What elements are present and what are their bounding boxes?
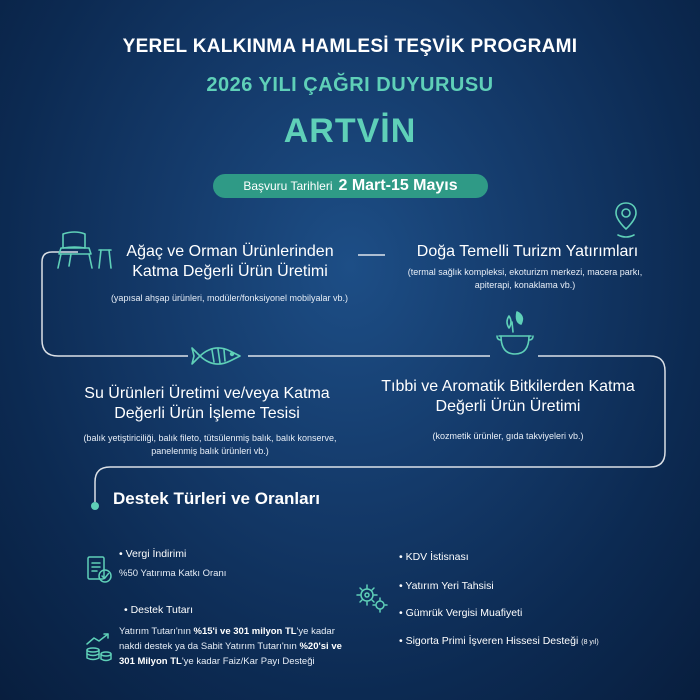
sector-tourism-description: (termal sağlık kompleksi, ekoturizm merkezi, macera parkı, apiterapi, konaklama vb.) xyxy=(407,267,643,290)
grant-desc-highlight-1: %15'i ve 301 milyon TL xyxy=(193,626,297,637)
herbal-pot-icon xyxy=(495,310,535,360)
announcement-title: 2026 YILI ÇAĞRI DUYURUSU xyxy=(206,74,494,96)
sector-wood-title: Ağaç ve Orman Ürünlerinden Katma Değerli Ürün Üretimi xyxy=(126,243,334,280)
sector-wood-description: (yapısal ahşap ürünleri, modüler/fonksiyonel mobilyalar vb.) xyxy=(110,293,349,303)
sector-herbal-title: Tıbbi ve Aromatik Bitkilerden Katma Değerli Ürün Üretimi xyxy=(381,378,635,415)
support-vat-exemption: • KDV İstisnası xyxy=(399,551,469,563)
money-growth-icon xyxy=(84,632,114,662)
grant-desc-text-1: Yatırım Tutarı'nın xyxy=(119,626,194,637)
support-land-allocation: • Yatırım Yeri Tahsisi xyxy=(399,580,494,592)
grant-desc-text-2: 'ye kadar nakdi destek ya da Sabit Yatırım Tutarı'nın xyxy=(119,626,335,652)
sector-fishery-description: (balık yetiştiriciliği, balık fileto, tütsülenmiş balık, balık konserve, panelenmiş balık ürünleri vb.) xyxy=(83,433,337,456)
support-grant-description xyxy=(119,624,359,669)
fish-icon xyxy=(190,341,246,371)
location-pin-icon xyxy=(614,201,638,241)
support-customs-exemption: • Gümrük Vergisi Muafiyeti xyxy=(399,607,523,619)
province-title: ARTVİN xyxy=(283,112,417,150)
sector-herbal-description: (kozmetik ürünler, gıda takviyeleri vb.) xyxy=(432,431,584,441)
insurance-premium-label: • Sigorta Primi İşveren Hissesi Desteği xyxy=(399,635,579,647)
support-section-title: Destek Türleri ve Oranları xyxy=(113,489,320,508)
support-tax-reduction-rate: %50 Yatırıma Katkı Oranı xyxy=(119,568,227,579)
support-grant-amount: • Destek Tutarı xyxy=(124,604,194,616)
application-dates-label: Başvuru Tarihleri xyxy=(243,179,333,193)
grant-desc-highlight-2: %20'si ve 301 Milyon TL xyxy=(119,641,342,667)
grant-desc-text-3: 'ye kadar Faiz/Kar Payı Desteği xyxy=(181,656,315,667)
sector-fishery-title: Su Ürünleri Üretimi ve/veya Katma Değerli Ürün İşleme Tesisi xyxy=(84,385,330,422)
sector-tourism-title: Doğa Temelli Turizm Yatırımları xyxy=(416,243,639,260)
program-title: YEREL KALKINMA HAMLESİ TEŞVİK PROGRAMI xyxy=(122,36,578,57)
application-dates-value: 2 Mart-15 Mayıs xyxy=(338,177,458,194)
insurance-premium-duration: (8 yıl) xyxy=(581,639,599,646)
support-tax-reduction: • Vergi İndirimi xyxy=(119,548,187,560)
support-insurance-premium xyxy=(399,635,599,647)
tax-document-icon xyxy=(85,555,113,585)
gears-icon xyxy=(354,581,390,615)
